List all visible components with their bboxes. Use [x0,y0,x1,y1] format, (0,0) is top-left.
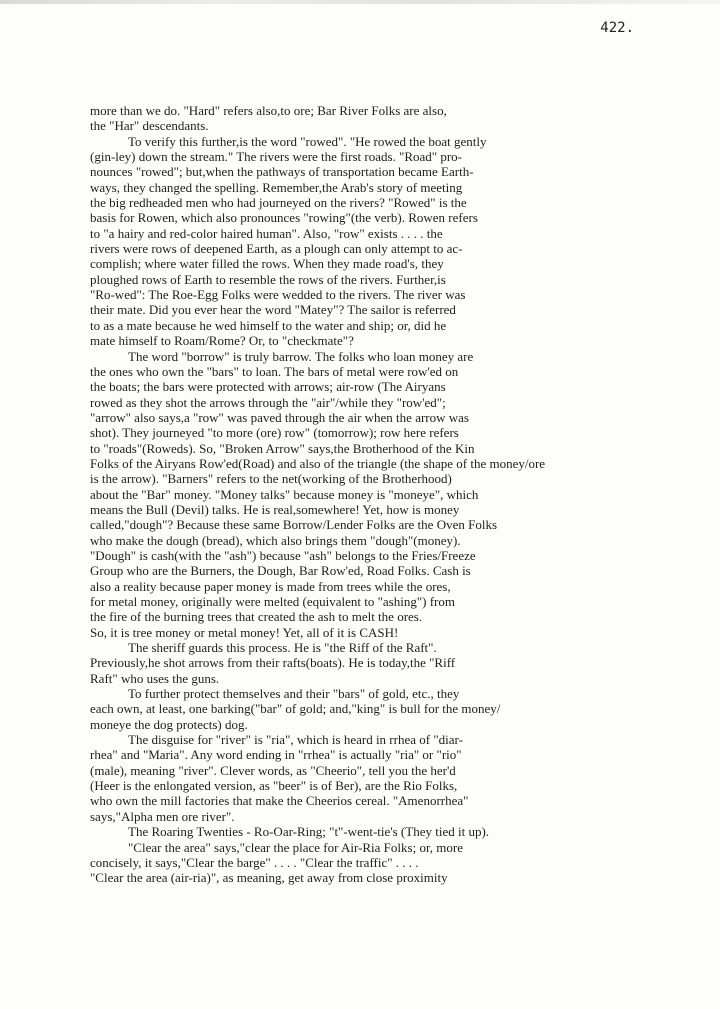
text-line: "Clear the area" says,"clear the place for Air-Ria Folks; or, more [128,839,463,855]
text-line: says,"Alpha men ore river". [90,808,235,824]
text-line: Previously,he shot arrows from their rafts(boats). He is today,the "Riff [90,655,456,671]
page-number: 422. [600,20,634,36]
text-line: "Ro-wed": The Roe-Egg Folks were wedded to the rivers. The river was [90,287,466,303]
text-line: the boats; the bars were protected with arrows; air-row (The Airyans [90,379,446,395]
text-line: the big redheaded men who had journeyed on the rivers? "Rowed" is the [90,195,467,211]
text-line: moneye the dog protects) dog. [90,716,248,732]
text-line: mate himself to Roam/Rome? Or, to "checkmate"? [90,333,354,349]
text-line: more than we do. "Hard" refers also,to ore; Bar River Folks are also, [90,103,447,118]
text-line: to as a mate because he wed himself to the water and ship; or, did he [90,317,447,333]
text-line: for metal money, originally were melted (equivalent to "ashing") from [90,594,455,609]
text-line: to "a hairy and red-color haired human". Also, "row" exists . . . . the [90,225,443,241]
scan-edge [0,0,720,4]
text-line: Raft" who uses the guns. [90,670,220,686]
text-line: So, it is tree money or metal money! Yet, all of it is CASH! [90,624,399,640]
text-line: to "roads"(Roweds). So, "Broken Arrow" says,the Brotherhood of the Kin [90,440,475,456]
text-line: (gin-ley) down the stream." The rivers were the first roads. "Road" pro- [90,149,462,165]
text-line: each own, at least, one barking("bar" of gold; and,"king" is bull for the money/ [90,701,501,717]
text-line: nounces "rowed"; but,when the pathways of transportation became Earth- [90,164,474,180]
text-line: The sheriff guards this process. He is "the Riff of the Raft". [128,640,437,656]
text-line: complish; where water filled the rows. When they made road's, they [90,256,444,272]
text-line: who own the mill factories that make the Cheerios cereal. "Amenorrhea" [90,793,469,809]
text-line: Folks of the Airyans Row'ed(Road) and also of the triangle (the shape of the money/ore [90,455,546,471]
text-line: rowed as they shot the arrows through the "air"/while they "row'ed"; [90,394,446,410]
text-line: the ones who own the "bars" to loan. The bars of metal were row'ed on [90,363,459,379]
text-line: who make the dough (bread), which also brings them "dough"(money). [90,532,461,548]
body-text [90,103,702,886]
text-line: "arrow" also says,a "row" was paved through the air when the arrow was [90,409,469,425]
text-line: Group who are the Burners, the Dough, Bar Row'ed, Road Folks. Cash is [90,563,471,579]
text-line: shot). They journeyed "to more (ore) row" (tomorrow); row here refers [90,425,459,441]
text-line: means the Bull (Devil) talks. He is real,somewhere! Yet, how is money [90,501,460,517]
text-line: rivers were rows of deepened Earth, as a plough can only attempt to ac- [90,241,463,257]
text-line: "Clear the area (air-ria)", as meaning, get away from close proximity [90,870,448,886]
text-line: (Heer is the enlongated version, as "beer" is of Ber), are the Rio Folks, [90,778,458,794]
text-line: the "Har" descendants. [90,118,209,134]
text-line: The word "borrow" is truly barrow. The folks who loan money are [128,348,474,364]
text-line: called,"dough"? Because these same Borrow/Lender Folks are the Oven Folks [90,517,497,533]
text-line: To verify this further,is the word "rowed". "He rowed the boat gently [128,133,487,149]
text-line: (male), meaning "river". Clever words, as "Cheerio", tell you the her'd [90,762,456,778]
text-line: also a reality because paper money is made from trees while the ores, [90,578,451,594]
text-line: The disguise for "river" is "ria", which is heard in rrhea of "diar- [128,732,463,748]
text-line: their mate. Did you ever hear the word "Matey"? The sailor is referred [90,302,456,318]
text-line: basis for Rowen, which also pronounces "rowing"(the verb). Rowen refers [90,210,478,226]
text-line: To further protect themselves and their "bars" of gold, etc., they [128,686,460,702]
text-line: is the arrow). "Barners" refers to the net(working of the Brotherhood) [90,471,452,487]
text-line: "Dough" is cash(with the "ash") because "ash" belongs to the Fries/Freeze [90,547,476,563]
text-line: concisely, it says,"Clear the barge" . . . . "Clear the traffic" . . . . [90,854,419,870]
text-line: ways, they changed the spelling. Remember,the Arab's story of meeting [90,179,463,195]
text-line: the fire of the burning trees that created the ash to melt the ores. [90,609,423,625]
text-line: about the "Bar" money. "Money talks" because money is "moneye", which [90,486,479,502]
text-line: rhea" and "Maria". Any word ending in "rrhea" is actually "ria" or "rio" [90,747,462,763]
text-line: ploughed rows of Earth to resemble the rows of the rivers. Further,is [90,271,446,287]
text-line: The Roaring Twenties - Ro-Oar-Ring; "t"-went-tie's (They tied it up). [128,824,490,840]
